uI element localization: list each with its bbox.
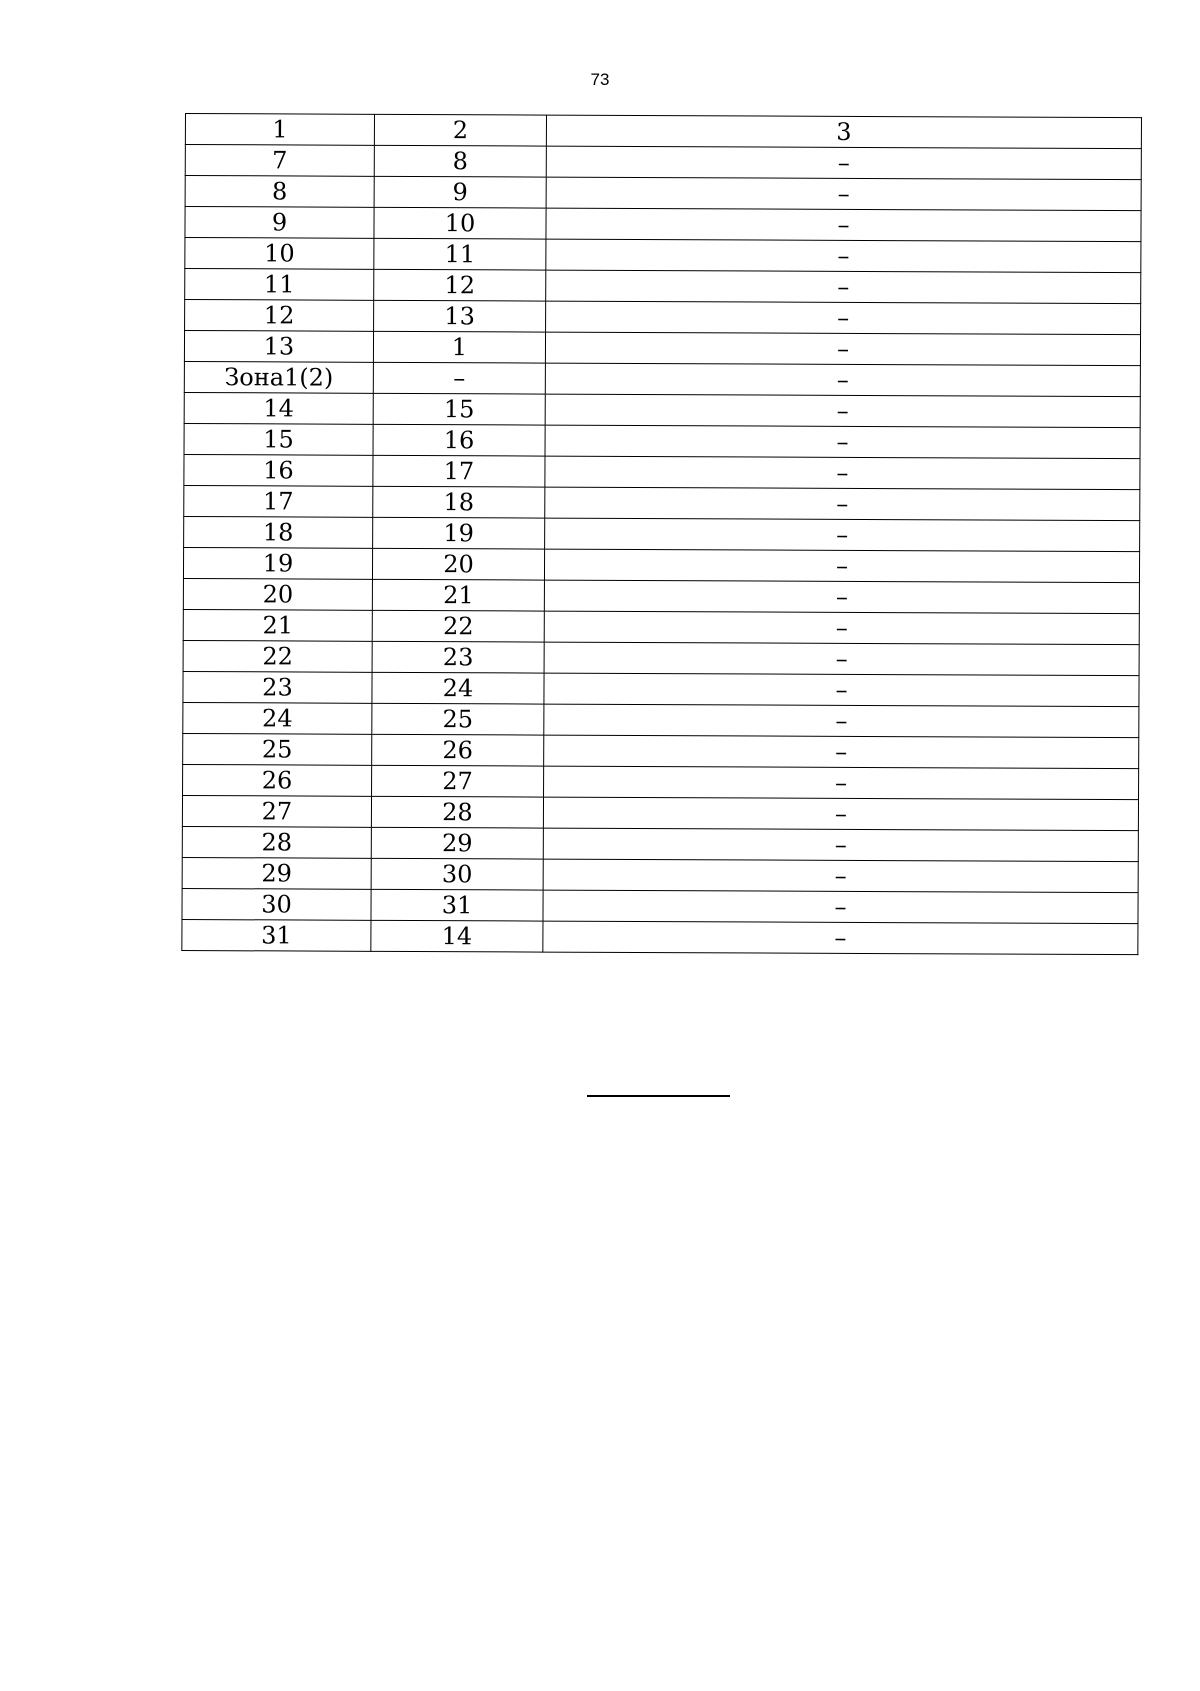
table-row <box>184 331 1140 366</box>
table-row <box>183 764 1139 799</box>
table-cell-col-2: 21 <box>372 579 544 611</box>
table-cell-col-1: 23 <box>183 671 372 703</box>
table-row <box>185 269 1141 304</box>
table-cell-col-1: 15 <box>184 423 373 455</box>
table-row <box>185 238 1141 273</box>
table-cell-col-2: 30 <box>371 858 543 890</box>
table-cell-col-3: – <box>544 766 1139 800</box>
table-cell-col-1: 25 <box>183 733 372 765</box>
table-cell-col-3: – <box>543 921 1138 955</box>
table-cell-col-2: 26 <box>372 734 544 766</box>
table-row <box>182 795 1138 830</box>
table-cell-col-3: – <box>546 239 1141 273</box>
table-row <box>183 609 1139 644</box>
table-cell-col-2: 15 <box>373 393 545 425</box>
table-body <box>182 114 1142 955</box>
table-cell-col-1: Зона1(2) <box>184 361 373 393</box>
table-cell-col-1: 16 <box>184 454 373 486</box>
table-row <box>183 733 1139 768</box>
table-row <box>184 485 1140 520</box>
table-cell-col-3: – <box>545 332 1140 366</box>
header-cell-2: 2 <box>374 114 546 146</box>
table-cell-col-3: – <box>546 270 1141 304</box>
table-cell-col-3: – <box>544 704 1139 738</box>
table-row <box>183 671 1139 706</box>
table-row <box>184 392 1140 427</box>
table-cell-col-3: – <box>543 797 1138 831</box>
header-cell-3: 3 <box>546 115 1141 149</box>
table-cell-col-2: 11 <box>374 238 546 270</box>
table-cell-col-3: – <box>546 208 1141 242</box>
table-cell-col-1: 21 <box>183 609 372 641</box>
table-cell-col-3: – <box>543 890 1138 924</box>
table-cell-col-3: – <box>544 580 1139 614</box>
table-cell-col-3: – <box>545 394 1140 428</box>
table-cell-col-2: 16 <box>373 424 545 456</box>
table-cell-col-1: 22 <box>183 640 372 672</box>
table-cell-col-1: 8 <box>185 176 374 208</box>
table-cell-col-1: 31 <box>182 919 371 951</box>
table-cell-col-1: 18 <box>184 516 373 548</box>
table-cell-col-2: 31 <box>371 889 543 921</box>
table-cell-col-3: – <box>544 611 1139 645</box>
table-row <box>185 145 1141 180</box>
header-cell-1: 1 <box>185 114 374 146</box>
table-cell-col-2: 14 <box>371 920 543 952</box>
table-cell-col-1: 19 <box>183 547 372 579</box>
table-cell-col-3: – <box>546 177 1141 211</box>
end-separator-line <box>587 1095 730 1097</box>
table-cell-col-2: 20 <box>372 548 544 580</box>
table-row <box>184 423 1140 458</box>
table-cell-col-3: – <box>546 146 1141 180</box>
table-cell-col-1: 10 <box>185 238 374 270</box>
table-cell-col-2: – <box>373 362 545 394</box>
table-cell-col-1: 17 <box>184 485 373 517</box>
table-row <box>185 300 1141 335</box>
table-row <box>184 361 1140 396</box>
table-cell-col-1: 30 <box>182 888 371 920</box>
table-cell-col-2: 24 <box>372 672 544 704</box>
table-cell-col-1: 26 <box>183 764 372 796</box>
table-cell-col-2: 1 <box>373 331 545 363</box>
table-cell-col-3: – <box>544 642 1139 676</box>
table-cell-col-3: – <box>545 487 1140 521</box>
table-cell-col-1: 12 <box>185 300 374 332</box>
table-cell-col-3: – <box>545 425 1140 459</box>
table-cell-col-2: 27 <box>372 765 544 797</box>
table-cell-col-1: 14 <box>184 392 373 424</box>
table-cell-col-1: 13 <box>184 331 373 363</box>
table-cell-col-3: – <box>545 456 1140 490</box>
data-table <box>181 113 1142 955</box>
table-cell-col-2: 10 <box>374 207 546 239</box>
table-row <box>185 176 1141 211</box>
table-cell-col-1: 20 <box>183 578 372 610</box>
table-cell-col-3: – <box>543 828 1138 862</box>
table-row <box>183 640 1139 675</box>
data-table-container <box>181 113 1141 955</box>
table-cell-col-2: 17 <box>373 455 545 487</box>
table-cell-col-2: 12 <box>374 269 546 301</box>
table-header-row <box>185 114 1141 149</box>
table-cell-col-3: – <box>543 859 1138 893</box>
table-row <box>184 516 1140 551</box>
table-row <box>182 888 1138 923</box>
table-cell-col-2: 23 <box>372 641 544 673</box>
table-cell-col-3: – <box>545 518 1140 552</box>
table-row <box>182 826 1138 861</box>
table-cell-col-2: 22 <box>372 610 544 642</box>
table-cell-col-1: 11 <box>185 269 374 301</box>
table-row <box>184 454 1140 489</box>
table-row <box>183 702 1139 737</box>
table-row <box>182 857 1138 892</box>
table-cell-col-2: 13 <box>374 300 546 332</box>
table-cell-col-2: 28 <box>371 796 543 828</box>
table-cell-col-2: 29 <box>371 827 543 859</box>
table-cell-col-1: 29 <box>182 857 371 889</box>
table-cell-col-1: 24 <box>183 702 372 734</box>
table-row <box>182 919 1138 954</box>
table-row <box>183 578 1139 613</box>
table-cell-col-3: – <box>544 735 1139 769</box>
table-cell-col-3: – <box>544 673 1139 707</box>
table-cell-col-1: 9 <box>185 207 374 239</box>
table-cell-col-3: – <box>546 301 1141 335</box>
table-cell-col-2: 18 <box>373 486 545 518</box>
table-cell-col-1: 7 <box>185 145 374 177</box>
table-cell-col-3: – <box>544 549 1139 583</box>
table-row <box>183 547 1139 582</box>
table-cell-col-2: 19 <box>373 517 545 549</box>
table-row <box>185 207 1141 242</box>
table-cell-col-2: 8 <box>374 145 546 177</box>
table-cell-col-2: 25 <box>372 703 544 735</box>
table-cell-col-1: 27 <box>182 795 371 827</box>
table-cell-col-3: – <box>545 363 1140 397</box>
table-cell-col-1: 28 <box>182 826 371 858</box>
page-number: 73 <box>590 70 610 89</box>
table-cell-col-2: 9 <box>374 176 546 208</box>
